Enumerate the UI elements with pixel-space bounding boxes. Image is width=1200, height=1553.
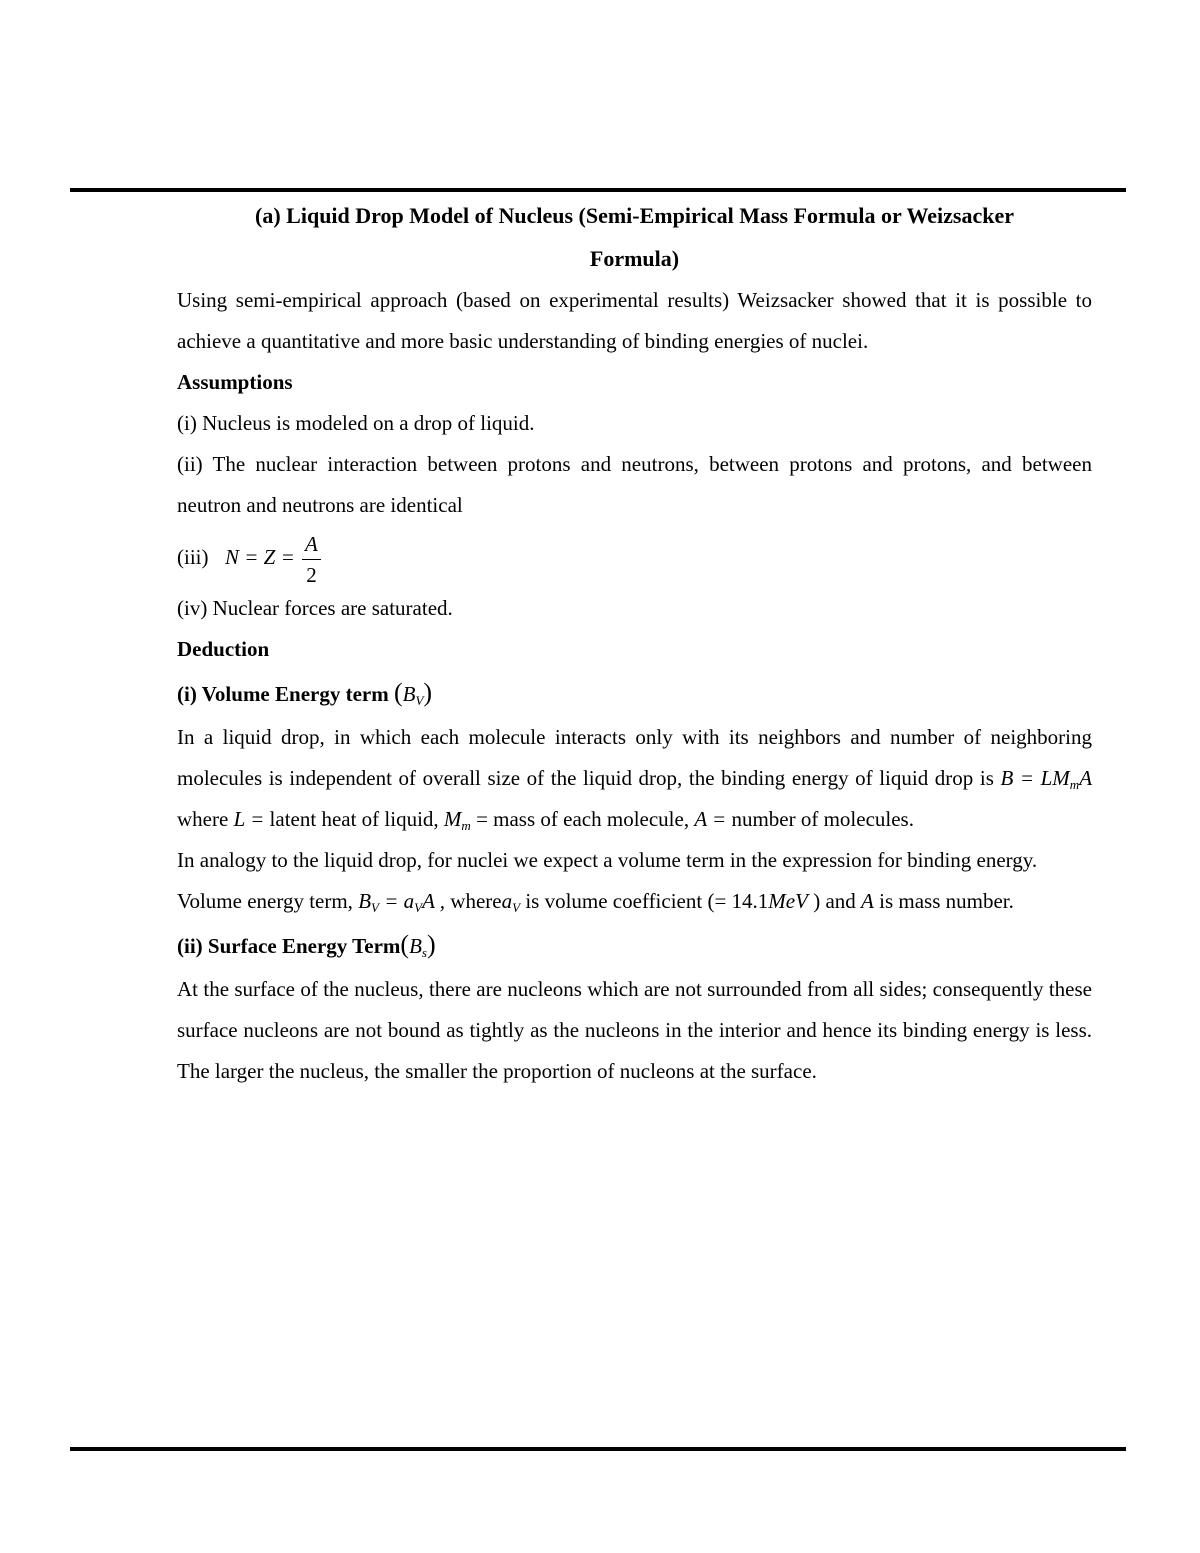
formula-b-lma: $B = LM_mA$ <box>1000 766 1093 792</box>
assumption-3-label: (iii) <box>177 545 209 569</box>
assumptions-heading: Assumptions <box>177 370 293 394</box>
formula-bv-avA: $B_V = a_VA$ , <box>358 889 446 915</box>
bv-symbol: $B_V$ <box>402 682 424 708</box>
coefficient-unit: MeV <box>768 889 808 913</box>
coefficient-value: = 14.1 <box>714 889 769 913</box>
fraction-numerator: A <box>302 533 321 560</box>
surface-term-heading: (ii) Surface Energy $Term(B_s)$ <box>177 930 436 960</box>
volume-paragraph-3: Volume energy term, $B_V = a_VA$ , wherea$_V$ is volume coefficient (= 14.1MeV ) and A is mass number. <box>177 889 1014 915</box>
bottom-rule <box>70 1447 1126 1451</box>
volume-term-heading-text: (i) Volume Energy term <box>177 682 389 706</box>
volume-paragraph-1: In a liquid drop, in which each molecule interacts only with its neighbors and number of neighboring molecules is independent of overall size of the liquid drop, the binding energy of liquid drop is $B = LM_mA$ where L = latent heat of liquid, $M_m$ = mass of each molecule, A = number of molecules. <box>177 725 1093 833</box>
symbol-a: A = <box>694 807 727 831</box>
title-line-1: (a) Liquid Drop Model of Nucleus (Semi-Empirical Mass Formula or Weizsacker <box>255 203 1014 228</box>
surface-paragraph: At the surface of the nucleus, there are nucleons which are not surrounded from all sides; consequently these surface nucleons are not bound as tightly as the nucleons in the interior and hence its binding energy is less. The larger the nucleus, the smaller the proportion of nucleons at the surface. <box>177 977 1092 1083</box>
fraction-denominator: 2 <box>306 562 317 587</box>
bs-symbol: $B_s$ <box>409 934 427 960</box>
assumption-1: (i) Nucleus is modeled on a drop of liquid. <box>177 411 535 435</box>
formula-n-z: N = Z = <box>225 545 295 569</box>
fraction-a-over-2 <box>302 533 321 586</box>
document-title <box>177 194 1092 280</box>
symbol-l: L = <box>233 807 265 831</box>
assumption-3 <box>177 526 1092 588</box>
surface-term-heading-text: (ii) Surface Energy Term <box>177 934 401 958</box>
symbol-av: $a_V$ <box>501 889 521 915</box>
title-line-2: Formula) <box>589 246 680 271</box>
symbol-mm: $M_m$ = <box>443 807 488 833</box>
volume-term-heading: (i) Volume Energy term $(B_V)$ <box>177 678 433 708</box>
intro-paragraph: Using semi-empirical approach (based on experimental results) Weizsacker showed that it is possible to achieve a quantitative and more basic understanding of binding energies of nuclei. <box>177 288 1092 353</box>
document-body <box>177 194 1092 1092</box>
assumption-4: (iv) Nuclear forces are saturated. <box>177 596 453 620</box>
assumption-2: (ii) The nuclear interaction between protons and neutrons, between protons and protons, and between neutron and neutrons are identical <box>177 452 1092 517</box>
top-rule <box>70 188 1126 192</box>
volume-paragraph-2: In analogy to the liquid drop, for nuclei we expect a volume term in the expression for binding energy. <box>177 848 1038 872</box>
deduction-heading: Deduction <box>177 637 270 661</box>
